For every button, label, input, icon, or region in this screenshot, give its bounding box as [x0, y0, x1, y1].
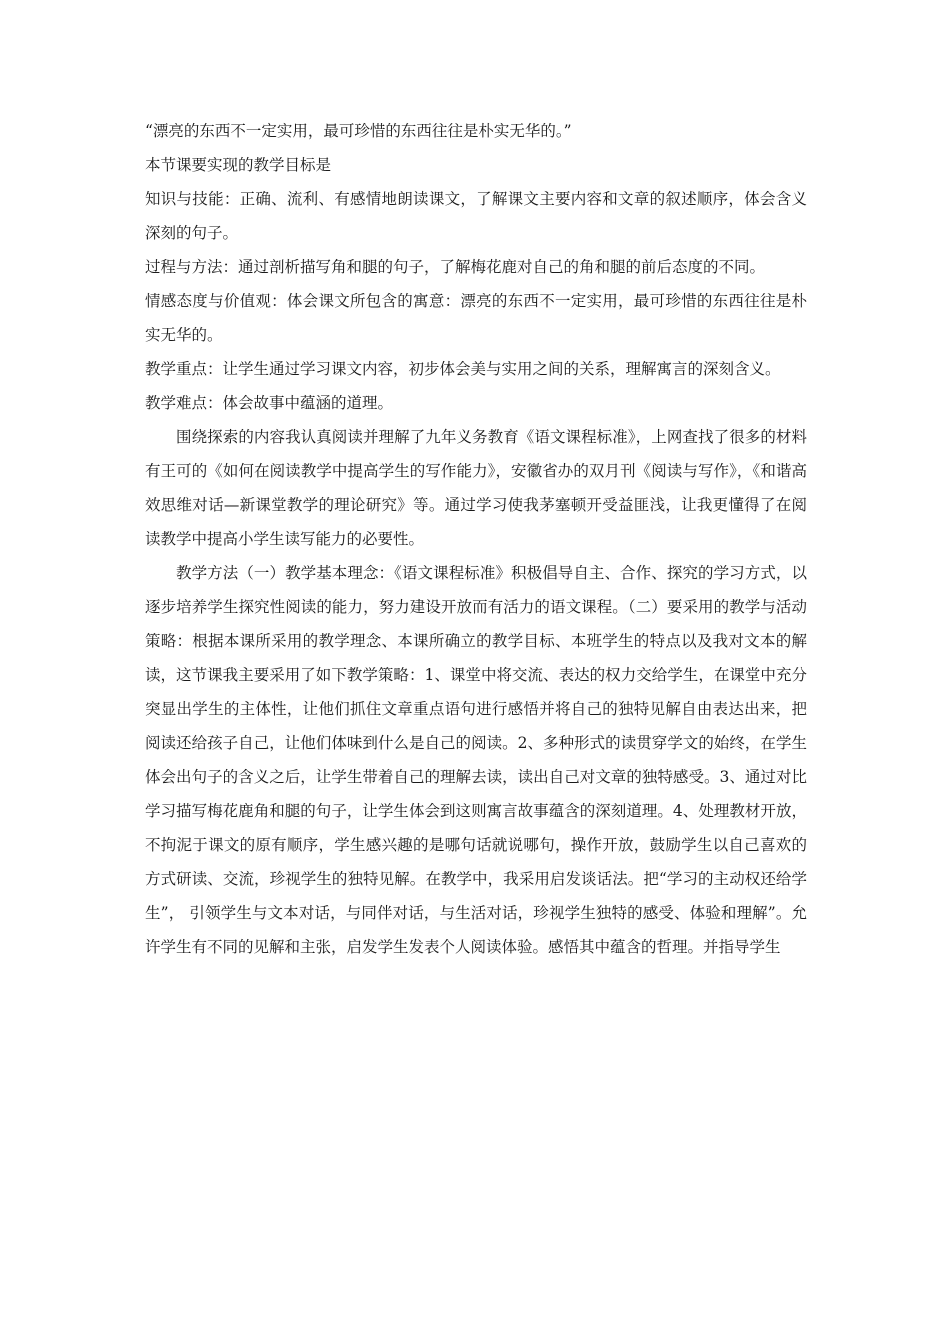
research-paragraph: 围绕探索的内容我认真阅读并理解了九年义务教育《语文课程标准》，上网查找了很多的材料有王可的《如何在阅读教学中提高学生的写作能力》，安徽省办的双月刊《阅读与写作》，《和谐高效思维对话—新课堂教学的理论研究》等。通过学习使我茅塞顿开受益匪浅，让我更懂得了在阅读教学中提高小学生读写能力的必要性。: [145, 428, 807, 548]
emotion-values-paragraph: 情感态度与价值观：体会课文所包含的寓意：漂亮的东西不一定实用，最可珍惜的东西往往是朴实无华的。: [145, 292, 807, 344]
teaching-method-paragraph: 教学方法（一）教学基本理念：《语文课程标准》积极倡导自主、合作、探究的学习方式，以逐步培养学生探究性阅读的能力，努力建设开放而有活力的语文课程。（二）要采用的教学与活动策略：根据本课所采用的教学理念、本课所确立的教学目标、本班学生的特点以及我对文本的解读，这节课我主要采用了如下教学策略：1、课堂中将交流、表达的权力交给学生，在课堂中充分突显出学生的主体性，让他们抓住文章重点语句进行感悟并将自己的独特见解自由表达出来，把阅读还给孩子自己，让他们体味到什么是自己的阅读。2、多种形式的读贯穿学文的始终，在学生体会出句子的含义之后，让学生带着自己的理解去读，读出自己对文章的独特感受。3、通过对比学习描写梅花鹿角和腿的句子，让学生体会到这则寓言故事蕴含的深刻道理。4、处理教材开放，不拘泥于课文的原有顺序，学生感兴趣的是哪句话就说哪句，操作开放，鼓励学生以自己喜欢的方式研读、交流，珍视学生的独特见解。在教学中，我采用启发谈话法。把“学习的主动权还给学生”， 引领学生与文本对话，与同伴对话，与生活对话，珍视学生独特的感受、体验和理解”。允许学生有不同的见解和主张，启发学生发表个人阅读体验。感悟其中蕴含的哲理。并指导学生: [145, 564, 807, 956]
teaching-focus-paragraph: 教学重点：让学生通过学习课文内容，初步体会美与实用之间的关系，理解寓言的深刻含义。: [145, 360, 781, 378]
knowledge-skills-paragraph: 知识与技能：正确、流利、有感情地朗读课文，了解课文主要内容和文章的叙述顺序，体会含义深刻的句子。: [145, 190, 807, 242]
objectives-intro: 本节课要实现的教学目标是: [145, 156, 332, 174]
process-method-paragraph: 过程与方法：通过剖析描写角和腿的句子，了解梅花鹿对自己的角和腿的前后态度的不同。: [145, 258, 766, 276]
teaching-difficulty-paragraph: 教学难点：体会故事中蕴涵的道理。: [145, 394, 394, 412]
quote-line: “漂亮的东西不一定实用，最可珍惜的东西往往是朴实无华的。”: [145, 122, 572, 140]
document-body: [145, 114, 807, 964]
